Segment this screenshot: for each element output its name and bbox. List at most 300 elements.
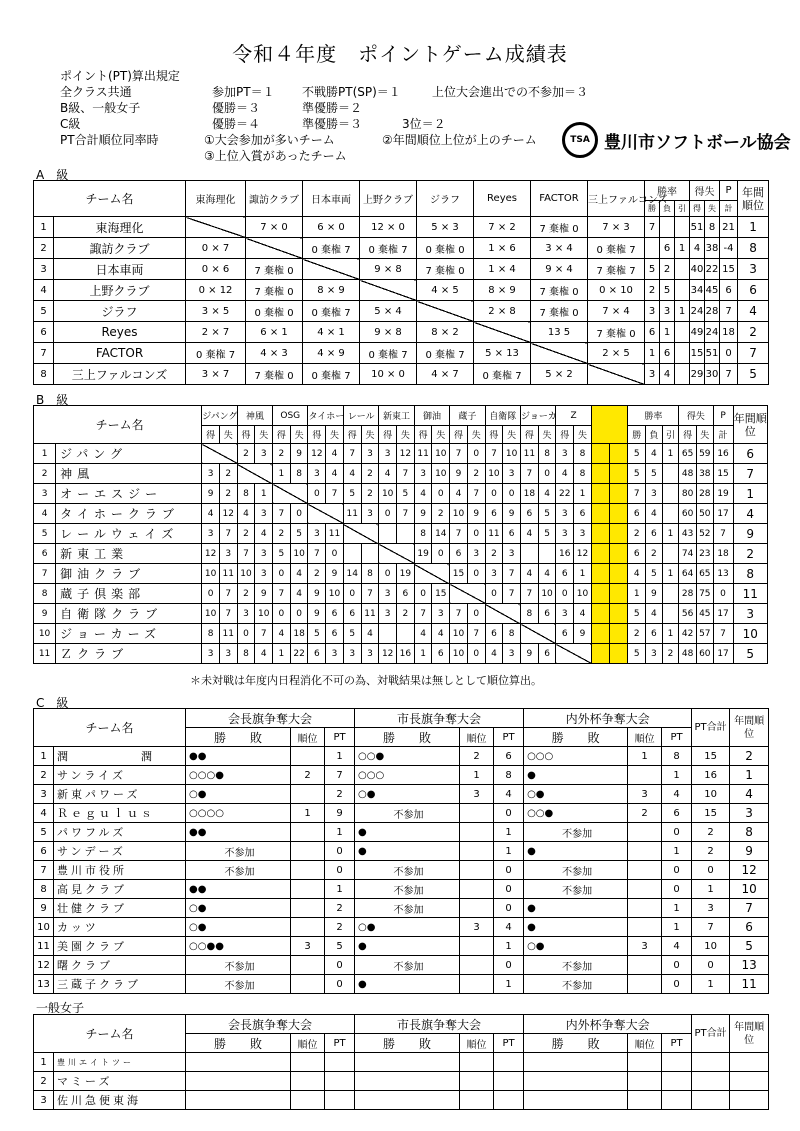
score-for: 10 xyxy=(450,644,468,664)
empty-cell xyxy=(355,1091,460,1110)
match-result: 0 × 10 xyxy=(588,280,645,301)
match-result: 7 棄権 0 xyxy=(417,259,474,280)
tournament-rank xyxy=(291,880,325,899)
win-loss-record: 不参加 xyxy=(355,899,460,918)
score-against: 12 xyxy=(574,544,592,564)
stat-f: 43 xyxy=(679,524,697,544)
match-result: 13 5 xyxy=(531,322,588,343)
win-loss-record: 不参加 xyxy=(524,823,628,842)
table-row xyxy=(34,1091,769,1110)
score-for: 8 xyxy=(414,524,432,544)
tournament-rank xyxy=(460,880,494,899)
score-for: 7 xyxy=(237,544,255,564)
point-rules xyxy=(60,68,589,168)
table-row xyxy=(34,322,769,343)
row-number: 6 xyxy=(34,544,56,564)
match-result: 0 棄権 0 xyxy=(246,301,303,322)
score-for: 4 xyxy=(450,484,468,504)
row-number: 3 xyxy=(34,785,54,804)
score-for: 7 xyxy=(521,464,539,484)
loss-header: 負 xyxy=(646,426,663,444)
team-name: 豊川市役所 xyxy=(54,861,186,880)
match-result: 8 × 9 xyxy=(474,280,531,301)
blank-column xyxy=(591,504,609,524)
empty-cell xyxy=(524,1072,628,1091)
stat-p: 0 xyxy=(713,584,733,604)
opponent-header: タイホー xyxy=(308,406,343,426)
opponent-header: ジラフ xyxy=(417,181,474,217)
self-match-cell xyxy=(474,322,531,343)
tournament-pt: 0 xyxy=(494,880,524,899)
score-against: 7 xyxy=(326,484,344,504)
score-against: 1 xyxy=(255,484,273,504)
annual-rank: 5 xyxy=(738,364,769,385)
score-for: 11 xyxy=(343,504,361,524)
blank-column xyxy=(609,564,628,584)
stat-p: 21 xyxy=(720,217,738,238)
table-row xyxy=(34,1072,769,1091)
team-name: 潤 潤 xyxy=(54,747,186,766)
score-against: 15 xyxy=(432,584,450,604)
win-loss-record: 不参加 xyxy=(186,956,291,975)
opponent-header: 東海理化 xyxy=(186,181,246,217)
score-against: 7 xyxy=(503,584,521,604)
score-against: 7 xyxy=(503,564,521,584)
annual-rank: 11 xyxy=(733,584,768,604)
score-against: 5 xyxy=(538,524,556,544)
score-against xyxy=(361,544,379,564)
score-for: 8 xyxy=(237,644,255,664)
draw-header: 引 xyxy=(662,426,679,444)
tournament-rank xyxy=(628,842,662,861)
pt-total-header: PT合計 xyxy=(692,1015,730,1053)
section-label-a: A 級 xyxy=(36,168,69,182)
team-name: FACTOR xyxy=(54,343,186,364)
row-number: 8 xyxy=(34,880,54,899)
score-against: 4 xyxy=(255,524,273,544)
stat-f: 48 xyxy=(679,464,697,484)
against-header: 失 xyxy=(397,426,415,444)
score-against: 6 xyxy=(538,644,556,664)
stat-l xyxy=(660,217,675,238)
rule-value: 優勝＝４ xyxy=(212,117,261,131)
self-match-cell xyxy=(556,644,591,664)
win-loss-record: ○○○ xyxy=(355,766,460,785)
pt-header: PT xyxy=(662,728,692,747)
tournament-pt: 8 xyxy=(494,766,524,785)
stat-w: 5 xyxy=(628,604,646,624)
blank-column xyxy=(609,544,628,564)
match-result: 5 × 4 xyxy=(360,301,417,322)
empty-cell xyxy=(692,1053,730,1072)
score-against: 2 xyxy=(219,484,237,504)
stat-l: 6 xyxy=(660,343,675,364)
annual-rank: 6 xyxy=(733,444,768,464)
score-for: 9 xyxy=(450,464,468,484)
win-loss-record: ○○○○ xyxy=(186,804,291,823)
empty-cell xyxy=(291,1072,325,1091)
empty-cell xyxy=(325,1091,355,1110)
stat-a: 45 xyxy=(705,280,720,301)
score-against: 0 xyxy=(467,524,485,544)
blank-column xyxy=(591,406,628,444)
row-number: 5 xyxy=(34,301,54,322)
stat-l: 4 xyxy=(646,444,663,464)
pt-total: 16 xyxy=(692,766,730,785)
against-header: 失 xyxy=(361,426,379,444)
tournament-pt: 1 xyxy=(494,842,524,861)
self-match-cell xyxy=(246,238,303,259)
stat-f: 4 xyxy=(690,238,705,259)
score-against: 8 xyxy=(503,624,521,644)
win-loss-record: ○○○● xyxy=(186,766,291,785)
pt-total: 0 xyxy=(692,861,730,880)
table-row xyxy=(34,364,769,385)
tournament-rank: 2 xyxy=(628,804,662,823)
score-against: 0 xyxy=(538,464,556,484)
score-for: 9 xyxy=(414,504,432,524)
rank-header: 順位 xyxy=(460,728,494,747)
for-header: 得 xyxy=(450,426,468,444)
score-for: 0 xyxy=(414,584,432,604)
score-for: 9 xyxy=(308,604,326,624)
win-loss-header: 勝 敗 xyxy=(186,728,291,747)
empty-cell xyxy=(692,1072,730,1091)
score-against: 3 xyxy=(255,444,273,464)
score-against: 2 xyxy=(361,484,379,504)
empty-cell xyxy=(325,1072,355,1091)
win-loss-header: 勝 敗 xyxy=(524,728,628,747)
stat-d xyxy=(662,544,679,564)
stat-p: 13 xyxy=(713,564,733,584)
match-result: 7 棄権 0 xyxy=(246,259,303,280)
stat-a: 59 xyxy=(696,444,713,464)
score-for: 4 xyxy=(414,624,432,644)
match-result: 9 × 8 xyxy=(360,322,417,343)
for-header: 得 xyxy=(690,201,705,217)
stat-p: 6 xyxy=(720,280,738,301)
win-loss-record: 不参加 xyxy=(524,880,628,899)
score-for: 4 xyxy=(556,464,574,484)
self-match-cell xyxy=(202,444,237,464)
annual-rank: 4 xyxy=(730,785,769,804)
score-against: 5 xyxy=(397,484,415,504)
pt-header: PT xyxy=(494,728,524,747)
win-loss-record: 不参加 xyxy=(355,804,460,823)
tournament-rank xyxy=(460,956,494,975)
opponent-header: 諏訪クラブ xyxy=(246,181,303,217)
score-against: 22 xyxy=(290,644,308,664)
team-name: 曙クラブ xyxy=(54,956,186,975)
association-logo xyxy=(562,122,792,160)
win-loss-record: ● xyxy=(524,766,628,785)
stat-w: 6 xyxy=(645,322,660,343)
team-name: Ｒｅｇｕｌｕｓ xyxy=(54,804,186,823)
tournament-rank: 2 xyxy=(460,747,494,766)
p-header: P xyxy=(713,406,733,426)
stat-a: 38 xyxy=(705,238,720,259)
score-against: 0 xyxy=(467,564,485,584)
pt-total: 0 xyxy=(692,956,730,975)
win-header: 勝 xyxy=(645,201,660,217)
tournament-header: 市長旗争奪大会 xyxy=(355,709,524,728)
score-for: 1 xyxy=(273,644,291,664)
annual-rank: 3 xyxy=(730,804,769,823)
score-against: 2 xyxy=(219,464,237,484)
score-against: 0 xyxy=(503,484,521,504)
stat-f: 49 xyxy=(690,322,705,343)
score-for: 11 xyxy=(521,444,539,464)
stat-l: 9 xyxy=(646,584,663,604)
tournament-rank xyxy=(460,804,494,823)
tournament-rank xyxy=(291,918,325,937)
score-for: 0 xyxy=(237,624,255,644)
stat-a: 28 xyxy=(705,301,720,322)
tournament-header: 内外杯争奪大会 xyxy=(524,1015,692,1034)
score-for: 2 xyxy=(308,564,326,584)
stat-d: 1 xyxy=(675,238,690,259)
stat-w: 1 xyxy=(645,343,660,364)
score-against: 2 xyxy=(397,604,415,624)
stat-f: 29 xyxy=(690,364,705,385)
score-against: 4 xyxy=(361,624,379,644)
score-for: 7 xyxy=(485,444,503,464)
shitsu-header: 失 xyxy=(696,426,713,444)
pt-total: 1 xyxy=(692,975,730,994)
rule-label: PT合計順位同率時 xyxy=(60,133,159,147)
score-for: 10 xyxy=(379,484,397,504)
stat-d xyxy=(662,604,679,624)
score-for: 7 xyxy=(308,544,326,564)
stat-w: 5 xyxy=(645,259,660,280)
self-match-cell xyxy=(360,280,417,301)
stat-w: 7 xyxy=(628,484,646,504)
tournament-pt: 1 xyxy=(494,823,524,842)
stat-l: 2 xyxy=(660,259,675,280)
score-for: 6 xyxy=(343,604,361,624)
stat-a: 30 xyxy=(705,364,720,385)
score-for: 0 xyxy=(273,564,291,584)
stat-l: 4 xyxy=(646,604,663,624)
score-against: 9 xyxy=(574,624,592,644)
stat-d: 1 xyxy=(662,444,679,464)
score-for: 4 xyxy=(237,504,255,524)
match-result: 7 × 2 xyxy=(474,217,531,238)
score-for: 10 xyxy=(202,564,220,584)
score-for: 4 xyxy=(343,464,361,484)
stat-f: 24 xyxy=(690,301,705,322)
score-against xyxy=(397,524,415,544)
score-for: 3 xyxy=(556,504,574,524)
for-header: 得 xyxy=(308,426,326,444)
against-header: 失 xyxy=(538,426,556,444)
annual-rank: 8 xyxy=(733,564,768,584)
score-for: 2 xyxy=(485,544,503,564)
match-result: 4 × 7 xyxy=(417,364,474,385)
winrate-header: 勝率 xyxy=(645,181,690,201)
tournament-pt: 4 xyxy=(662,937,692,956)
opponent-header: 神風 xyxy=(237,406,272,426)
team-name: サンライズ xyxy=(54,766,186,785)
match-result: 7 棄権 0 xyxy=(531,280,588,301)
score-against: 6 xyxy=(326,624,344,644)
score-against: 11 xyxy=(361,604,379,624)
team-name: Ｚクラブ xyxy=(56,644,202,664)
row-number: 7 xyxy=(34,343,54,364)
score-for: 2 xyxy=(237,444,255,464)
team-name: オーエスジー xyxy=(56,484,202,504)
tournament-pt: 1 xyxy=(494,975,524,994)
rule-value: 不戦勝PT(SP)＝１ xyxy=(302,85,401,99)
tournament-rank xyxy=(628,861,662,880)
rule-value: 優勝＝３ xyxy=(212,101,261,115)
stat-w: 3 xyxy=(645,364,660,385)
score-for xyxy=(343,544,361,564)
score-for: 10 xyxy=(450,624,468,644)
stat-p: 17 xyxy=(713,604,733,624)
win-loss-record: 不参加 xyxy=(186,975,291,994)
annual-rank: 1 xyxy=(730,766,769,785)
win-loss-record: ● xyxy=(355,975,460,994)
score-for: 3 xyxy=(485,564,503,584)
blank-column xyxy=(609,624,628,644)
stat-f: 34 xyxy=(690,280,705,301)
opponent-header: ジパング xyxy=(202,406,237,426)
blank-column xyxy=(591,624,609,644)
win-loss-record: ○● xyxy=(524,937,628,956)
table-row xyxy=(34,444,768,464)
blank-column xyxy=(609,444,628,464)
pt-header: PT xyxy=(325,728,355,747)
score-for: 0 xyxy=(308,484,326,504)
score-against: 0 xyxy=(467,444,485,464)
rule-label: 全クラス共通 xyxy=(60,85,132,99)
tournament-rank: 1 xyxy=(291,804,325,823)
stat-w: 7 xyxy=(645,217,660,238)
win-loss-record: ○● xyxy=(186,899,291,918)
score-against: 11 xyxy=(219,624,237,644)
stat-d xyxy=(662,504,679,524)
team-header: チーム名 xyxy=(34,1015,186,1053)
pt-total: 10 xyxy=(692,937,730,956)
stat-f: 15 xyxy=(690,343,705,364)
blank-column xyxy=(609,604,628,624)
for-header: 得 xyxy=(237,426,255,444)
win-loss-header: 勝 敗 xyxy=(355,1034,460,1053)
stat-p: 15 xyxy=(713,464,733,484)
stat-p: 15 xyxy=(720,259,738,280)
score-against: 11 xyxy=(219,564,237,584)
tournament-rank: 3 xyxy=(460,918,494,937)
empty-cell xyxy=(628,1091,662,1110)
team-name: 壮健クラブ xyxy=(54,899,186,918)
team-name: ジョーカーズ xyxy=(56,624,202,644)
empty-cell xyxy=(291,1091,325,1110)
tournament-rank xyxy=(460,975,494,994)
win-loss-record: ●● xyxy=(186,747,291,766)
table-row xyxy=(34,880,769,899)
score-for: 6 xyxy=(556,624,574,644)
tournament-pt: 0 xyxy=(494,804,524,823)
score-against: 4 xyxy=(290,564,308,584)
score-for: 6 xyxy=(485,504,503,524)
tsa-emblem-icon: TSA xyxy=(562,122,598,158)
stat-d xyxy=(662,584,679,604)
table-row xyxy=(34,343,769,364)
score-for: 3 xyxy=(379,584,397,604)
score-for: 3 xyxy=(237,604,255,624)
win-loss-header: 勝 敗 xyxy=(186,1034,291,1053)
win-loss-record: ●● xyxy=(186,823,291,842)
opponent-header: 新東工 xyxy=(379,406,414,426)
row-number: 2 xyxy=(34,238,54,259)
stat-w: 2 xyxy=(628,524,646,544)
pt-total: 10 xyxy=(692,785,730,804)
match-result: 6 × 0 xyxy=(303,217,360,238)
win-loss-record: 不参加 xyxy=(524,975,628,994)
score-against: 2 xyxy=(432,504,450,524)
team-name: 日本車両 xyxy=(54,259,186,280)
for-header: 得 xyxy=(414,426,432,444)
stat-d xyxy=(675,217,690,238)
score-against: 0 xyxy=(290,604,308,624)
total-header: 計 xyxy=(720,201,738,217)
annual-rank-header: 年間順位 xyxy=(733,406,768,444)
score-for: 6 xyxy=(556,564,574,584)
stat-p: 7 xyxy=(713,524,733,544)
self-match-cell xyxy=(379,544,414,564)
score-against: 5 xyxy=(538,504,556,524)
stat-a: 45 xyxy=(696,604,713,624)
tournament-rank xyxy=(460,842,494,861)
row-number: 8 xyxy=(34,364,54,385)
stat-d xyxy=(675,364,690,385)
against-header: 失 xyxy=(219,426,237,444)
self-match-cell xyxy=(273,484,308,504)
score-against: 4 xyxy=(326,444,344,464)
self-match-cell xyxy=(521,624,556,644)
stat-f: 28 xyxy=(679,584,697,604)
self-match-cell xyxy=(531,343,588,364)
annual-rank: 8 xyxy=(730,823,769,842)
self-match-cell xyxy=(417,301,474,322)
score-against xyxy=(397,624,415,644)
stat-p: 18 xyxy=(713,544,733,564)
tournament-rank xyxy=(628,766,662,785)
annual-rank: 7 xyxy=(733,464,768,484)
row-number: 1 xyxy=(34,747,54,766)
match-result: 6 × 1 xyxy=(246,322,303,343)
score-against: 7 xyxy=(219,604,237,624)
empty-cell xyxy=(662,1053,692,1072)
empty-cell xyxy=(494,1072,524,1091)
row-number: 10 xyxy=(34,918,54,937)
score-against: 3 xyxy=(432,604,450,624)
score-against: 6 xyxy=(574,504,592,524)
tournament-rank xyxy=(628,956,662,975)
table-row xyxy=(34,604,768,624)
stat-f: 48 xyxy=(679,644,697,664)
match-result: 3 × 7 xyxy=(186,364,246,385)
for-header: 得 xyxy=(379,426,397,444)
stat-w: 6 xyxy=(628,544,646,564)
score-for: 11 xyxy=(414,444,432,464)
stat-l: 3 xyxy=(646,484,663,504)
empty-cell xyxy=(325,1053,355,1072)
stat-w: 2 xyxy=(645,280,660,301)
against-header: 失 xyxy=(503,426,521,444)
score-against: 2 xyxy=(467,464,485,484)
